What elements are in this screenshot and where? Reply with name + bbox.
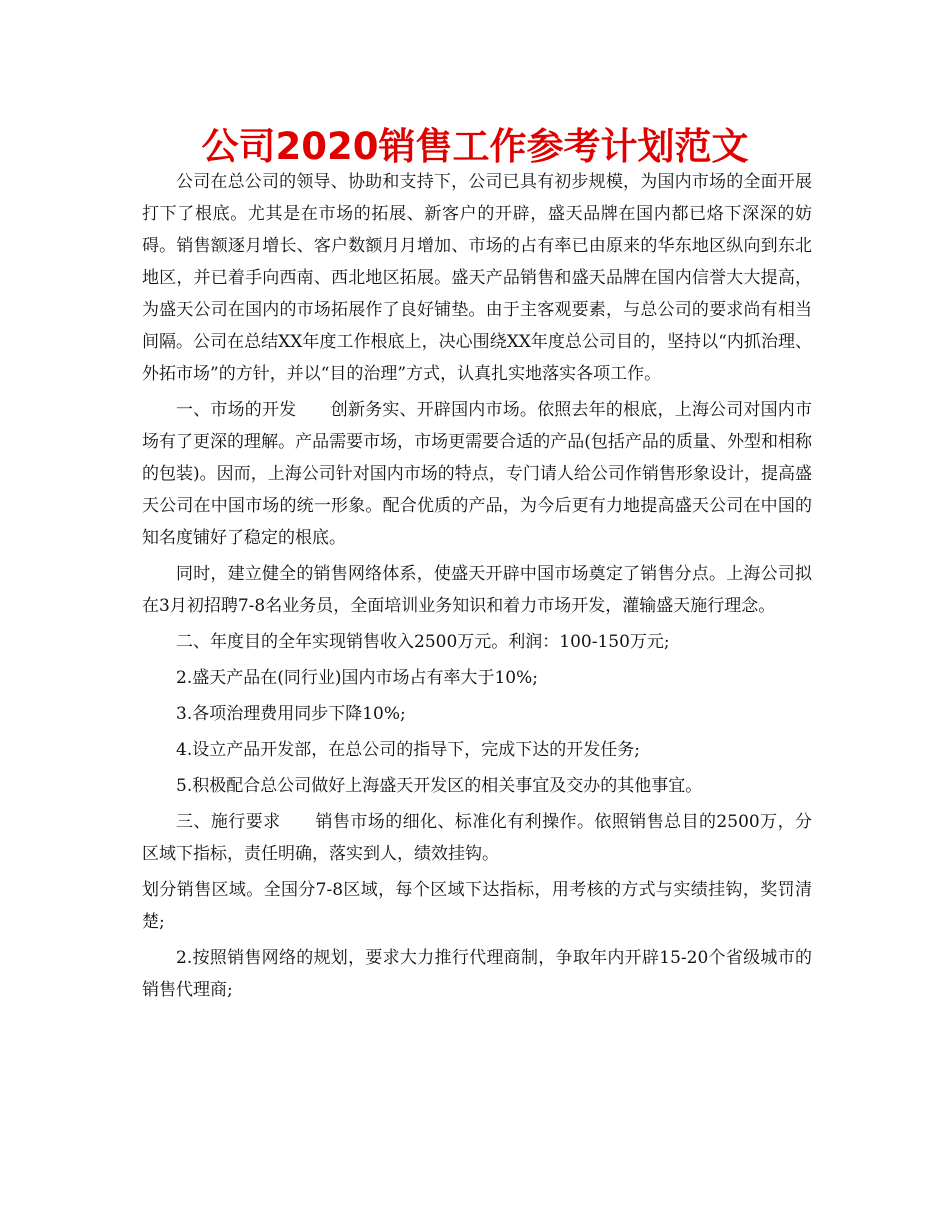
paragraph-market-development: 一、市场的开发 创新务实、开辟国内市场。依照去年的根底，上海公司对国内市场有了更深的理解。产品需要市场，市场更需要合适的产品(包括产品的质量、外型和相称的包装)。因而，上海公司针对国内市场的特点，专门请人给公司作销售形象设计，提高盛天公司在中国市场的统一形象。配合优质的产品，为今后更有力地提高盛天公司在中国的知名度铺好了稳定的根底。: [142, 400, 812, 548]
paragraph-intro: 公司在总公司的领导、协助和支持下，公司已具有初步规模，为国内市场的全面开展打下了根底。尤其是在市场的拓展、新客户的开辟，盛天品牌在国内都已烙下深深的妨碍。销售额逐月增长、客户数额月月增加、市场的占有率已由原来的华东地区纵向到东北地区，并已着手向西南、西北地区拓展。盛天产品销售和盛天品牌在国内信誉大大提高，为盛天公司在国内的市场拓展作了良好铺垫。由于主客观要素，与总公司的要求尚有相当间隔。公司在总结XX年度工作根底上，决心围绕XX年度总公司目的，坚持以“内抓治理、外拓市场”的方针，并以“目的治理”方式，认真扎实地落实各项工作。: [142, 172, 812, 384]
document-body: [142, 166, 812, 1010]
list-item-cost-reduction: 3.各项治理费用同步下降10%;: [176, 704, 406, 724]
paragraph-implementation: 三、施行要求 销售市场的细化、标准化有利操作。依照销售总目的2500万，分区域下指标，责任明确，落实到人，绩效挂钩。: [142, 812, 812, 864]
list-item-market-share: 2.盛天产品在(同行业)国内市场占有率大于10%;: [176, 668, 538, 688]
list-item-agents: 2.按照销售网络的规划，要求大力推行代理商制，争取年内开辟15-20个省级城市的销售代理商;: [142, 948, 812, 1000]
paragraph-sales-regions: 划分销售区域。全国分7-8区域，每个区域下达指标，用考核的方式与实绩挂钩，奖罚清楚;: [142, 880, 812, 932]
document-title: 公司2020销售工作参考计划范文: [201, 125, 749, 168]
paragraph-sales-network: 同时，建立健全的销售网络体系，使盛天开辟中国市场奠定了销售分点。上海公司拟在3月初招聘7-8名业务员，全面培训业务知识和着力市场开发，灌输盛天施行理念。: [142, 564, 812, 616]
list-item-cooperation: 5.积极配合总公司做好上海盛天开发区的相关事宜及交办的其他事宜。: [176, 776, 703, 796]
paragraph-annual-goal: 二、年度目的全年实现销售收入2500万元。利润：100-150万元;: [176, 632, 670, 652]
list-item-product-dept: 4.设立产品开发部，在总公司的指导下，完成下达的开发任务;: [176, 740, 640, 760]
